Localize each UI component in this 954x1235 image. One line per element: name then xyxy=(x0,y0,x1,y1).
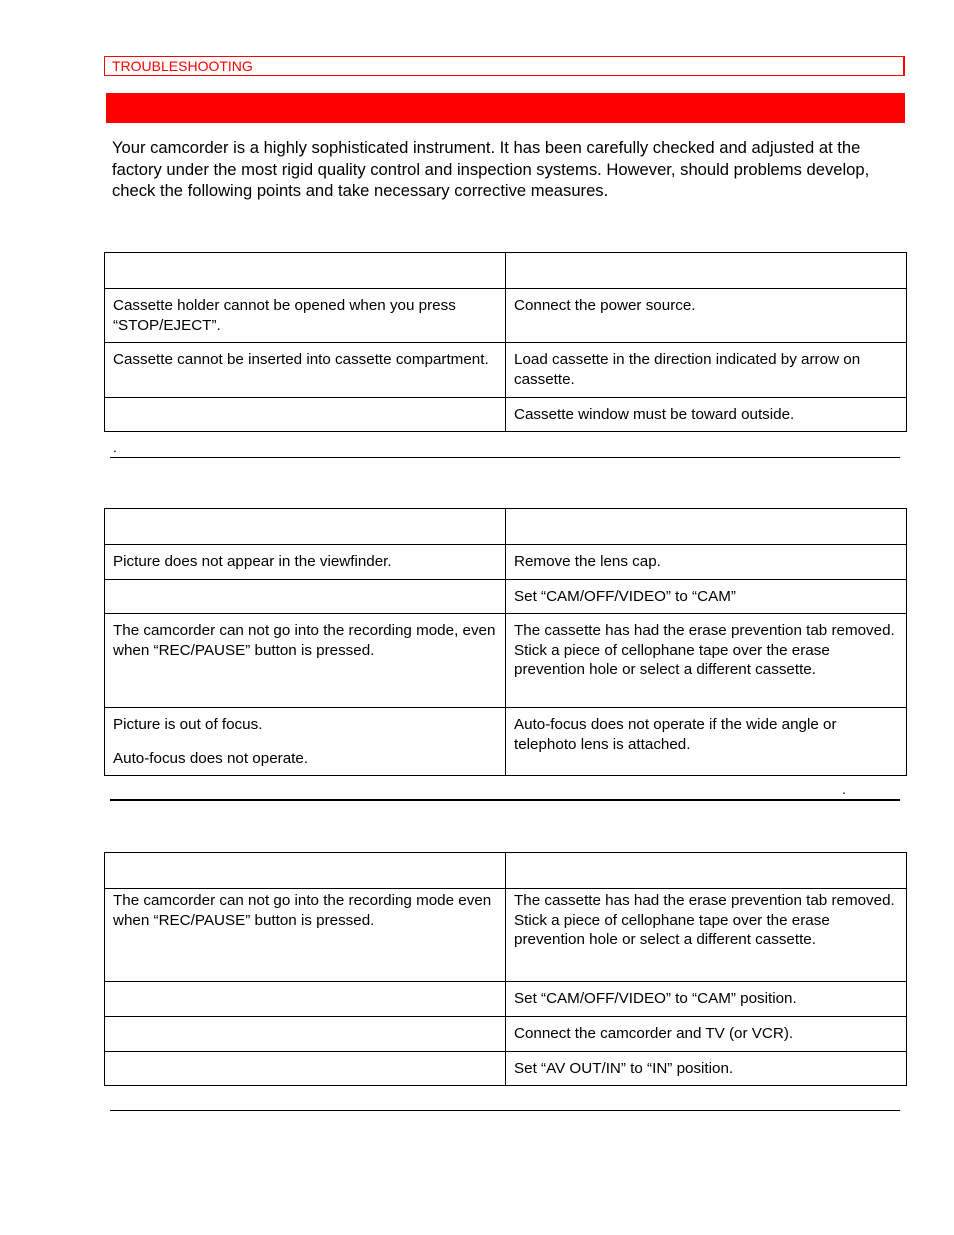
problem-cell xyxy=(105,1052,506,1086)
section-header-label: TROUBLESHOOTING xyxy=(104,56,905,76)
troubleshooting-table-connection xyxy=(104,852,907,1086)
table-header-row xyxy=(105,253,907,289)
table-row xyxy=(105,614,907,708)
remedy-cell: Remove the lens cap. xyxy=(506,545,907,580)
section-divider xyxy=(110,457,900,458)
table-row xyxy=(105,289,907,343)
problem-cell: Picture does not appear in the viewfinder. xyxy=(105,545,506,580)
table-header-row xyxy=(105,509,907,545)
problem-cell xyxy=(105,708,506,776)
table-row xyxy=(105,708,907,776)
table-header-row xyxy=(105,853,907,889)
section-divider xyxy=(110,799,900,801)
intro-paragraph: Your camcorder is a highly sophisticated instrument. It has been carefully checked and adjusted at the factory under the most rigid quality control and inspection systems. However, should problems develop, check the following points and take necessary corrective measures. xyxy=(112,138,870,200)
table-row xyxy=(105,1052,907,1086)
remedy-cell: Set “CAM/OFF/VIDEO” to “CAM” xyxy=(506,580,907,614)
problem-cell: Cassette cannot be inserted into cassette compartment. xyxy=(105,343,506,398)
problem-header-cell xyxy=(105,253,506,289)
problem-cell xyxy=(105,982,506,1017)
remedy-cell: Set “AV OUT/IN” to “IN” position. xyxy=(506,1052,907,1086)
section-divider xyxy=(110,1110,900,1111)
problem-header-cell xyxy=(105,853,506,889)
remedy-header-cell xyxy=(506,253,907,289)
table-row xyxy=(105,982,907,1017)
section-title-bar xyxy=(106,93,905,123)
problem-cell xyxy=(105,580,506,614)
troubleshooting-table-recording xyxy=(104,508,907,776)
problem-cell: Cassette holder cannot be opened when you press “STOP/EJECT”. xyxy=(105,289,506,343)
remedy-cell: Set “CAM/OFF/VIDEO” to “CAM” position. xyxy=(506,982,907,1017)
footnote-mark: . xyxy=(842,781,846,797)
table-row xyxy=(105,545,907,580)
problem-cell xyxy=(105,1017,506,1052)
remedy-cell: The cassette has had the erase prevention tab removed. Stick a piece of cellophane tape over the erase prevention hole or select a different cassette. xyxy=(506,889,907,982)
footnote-mark: . xyxy=(113,439,117,455)
problem-text-secondary: Auto-focus does not operate. xyxy=(113,749,309,767)
remedy-header-cell xyxy=(506,853,907,889)
remedy-cell: Load cassette in the direction indicated by arrow on cassette. xyxy=(506,343,907,398)
remedy-cell: Connect the camcorder and TV (or VCR). xyxy=(506,1017,907,1052)
remedy-cell: Auto-focus does not operate if the wide angle or telephoto lens is attached. xyxy=(506,708,907,776)
problem-cell xyxy=(105,398,506,432)
table-row xyxy=(105,889,907,982)
remedy-cell: Cassette window must be toward outside. xyxy=(506,398,907,432)
problem-cell: The camcorder can not go into the recording mode, even when “REC/PAUSE” button is pressed. xyxy=(105,614,506,708)
problem-header-cell xyxy=(105,509,506,545)
remedy-header-cell xyxy=(506,509,907,545)
troubleshooting-table-cassette xyxy=(104,252,907,432)
table-row xyxy=(105,398,907,432)
remedy-cell: Connect the power source. xyxy=(506,289,907,343)
problem-text: Picture is out of focus. xyxy=(113,716,263,733)
table-row xyxy=(105,1017,907,1052)
remedy-cell: The cassette has had the erase prevention tab removed. Stick a piece of cellophane tape over the erase prevention hole or select a different cassette. xyxy=(506,614,907,708)
table-row xyxy=(105,580,907,614)
problem-cell: The camcorder can not go into the recording mode even when “REC/PAUSE” button is pressed. xyxy=(105,889,506,982)
table-row xyxy=(105,343,907,398)
